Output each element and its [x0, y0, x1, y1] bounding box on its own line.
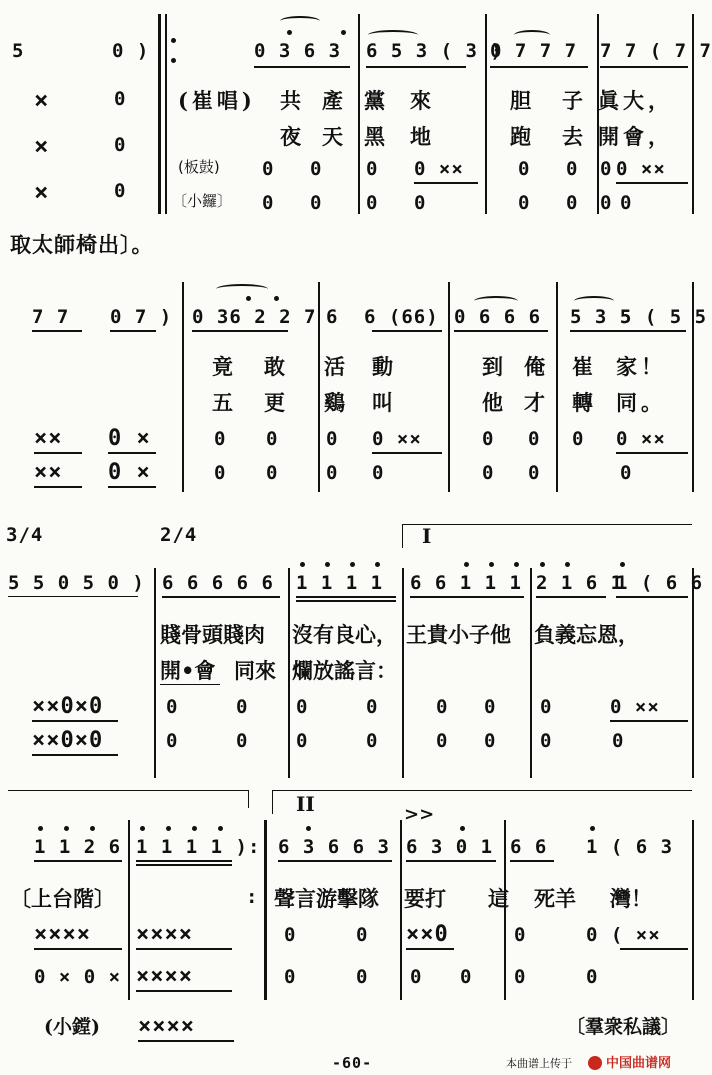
lyric: 夜 [280, 124, 305, 149]
perc-note: ×× [34, 460, 63, 485]
perc-note: 0 [514, 924, 527, 946]
perc-note: 0 [284, 924, 297, 946]
role-label: (崔唱) [178, 88, 256, 113]
perc-left: 0 [114, 88, 127, 110]
beam [32, 330, 82, 332]
melody-note: 1 ( 6 6 [616, 572, 704, 594]
beam [136, 990, 232, 992]
lyric: 他 [482, 390, 507, 415]
system3-barline [402, 568, 404, 778]
octave-dot [300, 562, 305, 567]
lyric: 俺 [524, 354, 549, 379]
melody-note: 5 5 0 5 0 ) [8, 572, 145, 594]
melody-note: 6 6 1 1 1 [410, 572, 522, 594]
section-mark: I [422, 524, 432, 548]
volta-bracket-edge [272, 790, 273, 814]
octave-dot [341, 30, 346, 35]
octave-dot [64, 826, 69, 831]
beam [536, 596, 606, 598]
octave-dot [514, 562, 519, 567]
perc-note: ×××× [138, 1014, 195, 1039]
lyric: 爛放謠言： [292, 658, 397, 683]
beam [8, 596, 138, 597]
octave-dot [218, 826, 223, 831]
beam [278, 860, 392, 862]
lyric: 產 [322, 88, 347, 113]
perc-note: ××0×0 [32, 694, 104, 719]
beam [616, 596, 688, 598]
beam [34, 452, 82, 454]
melody-note: 0 7 ) [110, 306, 173, 328]
perc-note: ×××× [136, 964, 193, 989]
lyric: 黨 [364, 88, 389, 113]
lyric: 死羊 [534, 886, 576, 911]
lyric: 鷄 [324, 390, 349, 415]
octave-dot [325, 562, 330, 567]
melody-note: 6 6 [510, 836, 548, 858]
perc-note: 0 [296, 730, 309, 752]
perc-note: 0 [414, 192, 427, 214]
perc-note: 0 [566, 192, 579, 214]
instrument-label: (板鼓) [178, 158, 220, 176]
lyric: 王貴小子他 [406, 622, 511, 647]
perc-note: 0 [266, 428, 279, 450]
perc-note: 0 [518, 158, 531, 180]
system1-barline [597, 14, 599, 214]
melody-note: 5 3 5 [570, 306, 633, 328]
lyric: 子 [562, 88, 587, 113]
perc-note: ××0×0 [32, 728, 104, 753]
perc-note: 0 [214, 462, 227, 484]
perc-note: 0 ×× [372, 428, 422, 450]
system4-barline [128, 820, 130, 1000]
perc-note: 0 [366, 158, 379, 180]
lyric: 叫 [372, 390, 397, 415]
beam [406, 860, 496, 862]
beam [616, 452, 688, 454]
octave-dot [350, 562, 355, 567]
system1-repeat-bar-thin [165, 14, 167, 214]
beam [296, 600, 396, 602]
melody-note: 5 ( 5 5 [620, 306, 708, 328]
perc-note: 0 [166, 696, 179, 718]
perc-left: 0 [114, 134, 127, 156]
perc-note: 0 [236, 696, 249, 718]
perc-note: 0 [366, 192, 379, 214]
perc-note: 0 [356, 924, 369, 946]
slur [474, 296, 518, 306]
beam [162, 596, 280, 598]
perc-note: 0 [262, 158, 275, 180]
slur [368, 30, 418, 40]
perc-note: 0 [586, 966, 599, 988]
system2-barline [182, 282, 184, 492]
lyric: 跑 [510, 124, 535, 149]
volta-bracket [272, 790, 692, 791]
volta-bracket-edge [402, 524, 403, 548]
watermark-logo-icon [588, 1056, 602, 1070]
octave-dot [192, 826, 197, 831]
perc-note: 0 [296, 696, 309, 718]
octave-dot [90, 826, 95, 831]
beam [620, 948, 688, 950]
beam [410, 596, 524, 598]
octave-dot [565, 562, 570, 567]
system1-repeat-bar-thick [158, 14, 161, 214]
melody-note: 6 3 0 1 [406, 836, 494, 858]
beam [34, 948, 122, 950]
instrument-label: 〔小鑼〕 [172, 192, 233, 210]
octave-dot [140, 826, 145, 831]
lyric: 竟 [212, 354, 237, 379]
slur [280, 16, 320, 26]
slur [216, 284, 268, 294]
lyric: 同。 [616, 390, 666, 415]
perc-note: 0 [620, 192, 633, 214]
octave-dot [460, 826, 465, 831]
page-number: -60- [332, 1054, 373, 1072]
perc-note: 0 [166, 730, 179, 752]
beam [138, 1040, 234, 1042]
perc-note: 0 [540, 696, 553, 718]
octave-dot [274, 296, 279, 301]
perc-note: 0 [266, 462, 279, 484]
watermark-text: 本曲谱上传于 [506, 1057, 572, 1070]
beam [372, 452, 442, 454]
beam [254, 66, 350, 68]
perc-note: 0 ×× [616, 428, 666, 450]
volta-bracket-edge [248, 790, 249, 808]
perc-note: 0 [572, 428, 585, 450]
melody-note: 0 7 7 7 [490, 40, 578, 62]
perc-note: 0 [600, 192, 613, 214]
octave-dot [489, 562, 494, 567]
lyric: 五 [212, 390, 237, 415]
perc-note: 0 [436, 730, 449, 752]
lyric: 活 [324, 354, 349, 379]
perc-note: 0 [356, 966, 369, 988]
melody-note: 1 1 1 1 ): [136, 836, 261, 858]
lyric: 眞大， [598, 88, 673, 113]
perc-left: × [34, 86, 50, 114]
perc-note: 0 [484, 696, 497, 718]
perc-note: 0 [482, 428, 495, 450]
melody-note: 5 [12, 40, 25, 62]
system2-barline [448, 282, 450, 492]
beam [570, 330, 686, 332]
system4-barline [400, 820, 402, 1000]
lyric: 沒有良心， [292, 622, 397, 647]
beam [372, 330, 442, 332]
perc-note: 0 [528, 462, 541, 484]
system2-barline [556, 282, 558, 492]
lyric: 這 [488, 886, 509, 911]
beam [366, 66, 466, 68]
beam [600, 66, 688, 68]
stage-direction: 取太師椅出〕。 [10, 232, 154, 257]
lyric: 天 [322, 124, 347, 149]
repeat-colon: : [246, 886, 259, 908]
time-signature: 3/4 [6, 524, 44, 546]
octave-dot [464, 562, 469, 567]
slur [514, 30, 550, 40]
perc-note: ×× [34, 426, 63, 451]
perc-note: 0 [262, 192, 275, 214]
lyric: 共 [280, 88, 305, 113]
perc-note: 0 [310, 192, 323, 214]
octave-dot [590, 826, 595, 831]
system3-barline [530, 568, 532, 778]
source-note: 〔羣衆私議〕 [566, 1016, 681, 1038]
lyric: 開•會 [160, 658, 216, 683]
beam [610, 720, 688, 722]
perc-note: 0 [612, 730, 625, 752]
lyric: 負義忘恩， [534, 622, 639, 647]
beam [34, 486, 82, 488]
beam [32, 754, 118, 756]
octave-dot [620, 562, 625, 567]
melody-note: 0 3 6 3 [254, 40, 342, 62]
octave-dot [287, 30, 292, 35]
melody-note: 6 (66) [364, 306, 439, 328]
perc-note: 0 × [108, 426, 151, 451]
perc-note: 0 [540, 730, 553, 752]
lyric: 更 [264, 390, 289, 415]
perc-note: 0 ×× [616, 158, 666, 180]
perc-note: 0 ×× [610, 696, 660, 718]
perc-note: 0 [436, 696, 449, 718]
perc-note: 0 [236, 730, 249, 752]
perc-note: 0 [600, 158, 613, 180]
beam [136, 864, 232, 866]
beam [296, 596, 396, 598]
melody-note: 0 ) [112, 40, 150, 62]
melody-note: 0 36 2 2 7 [192, 306, 317, 328]
octave-dot [166, 826, 171, 831]
melody-note: 6 3 6 6 3 [278, 836, 390, 858]
lyric: 動 [372, 354, 397, 379]
perc-note: 0 [326, 428, 339, 450]
system3-barline [154, 568, 156, 778]
time-signature: 2/4 [160, 524, 198, 546]
lyric: 賤骨頭賤肉 [160, 622, 265, 647]
melody-note: 1 ( 6 3 [586, 836, 674, 858]
perc-left: × [34, 132, 50, 160]
perc-note: 0 [366, 696, 379, 718]
slur [574, 296, 614, 306]
melody-note: 1 1 1 1 [296, 572, 384, 594]
perc-note: 0 [460, 966, 473, 988]
perc-note: 0 [566, 158, 579, 180]
section-mark: II [296, 792, 315, 816]
lyric: 聲言游擊隊 [274, 886, 379, 911]
beam [510, 860, 554, 862]
lyric: 灣！ [610, 886, 652, 911]
lyric: 到 [482, 354, 507, 379]
perc-note: 0 [284, 966, 297, 988]
underline [160, 684, 220, 685]
melody-note: 7 7 ( 7 7 [600, 40, 712, 62]
system2-barline [318, 282, 320, 492]
lyric: 家！ [616, 354, 666, 379]
system4-barline [692, 820, 694, 1000]
perc-note: 0 × [108, 460, 151, 485]
beam [108, 452, 156, 454]
melody-note: 1 1 2 6 [34, 836, 122, 858]
perc-note: 0 [372, 462, 385, 484]
perc-note: 0 [410, 966, 423, 988]
perc-note: 0 [620, 462, 633, 484]
octave-dot [540, 562, 545, 567]
lyric: 轉 [572, 390, 597, 415]
melody-note: 6 5 3 ( 3 ) [366, 40, 503, 62]
system3-barline [692, 568, 694, 778]
lyric: 同來 [234, 658, 276, 683]
lyric: 開會， [598, 124, 673, 149]
octave-dot [375, 562, 380, 567]
perc-note: 0 [514, 966, 527, 988]
beam [616, 182, 688, 184]
beam [490, 66, 588, 68]
octave-dot [306, 826, 311, 831]
stage-direction: 〔上台階〕 [10, 886, 115, 911]
beam [110, 330, 156, 332]
beam [136, 860, 232, 862]
lyric: 來 [410, 88, 435, 113]
melody-note: 6 [326, 306, 339, 328]
system4-repeat-bar [264, 820, 267, 1000]
octave-dot [246, 296, 251, 301]
melody-note: 6 6 6 6 6 [162, 572, 274, 594]
perc-note: 0 [528, 428, 541, 450]
perc-note: 0 [326, 462, 339, 484]
beam [108, 486, 156, 488]
beam [192, 330, 288, 332]
watermark-site: 中国曲谱网 [606, 1056, 672, 1071]
lyric: 敢 [264, 354, 289, 379]
instrument-label: (小鏜) [44, 1016, 100, 1038]
perc-note: ×××× [34, 922, 91, 947]
melody-note: 2 1 6 1 [536, 572, 624, 594]
melody-note: 0 6 6 6 [454, 306, 542, 328]
volta-bracket [402, 524, 692, 525]
perc-note: 0 [518, 192, 531, 214]
perc-note: 0 [482, 462, 495, 484]
perc-note: 0 [214, 428, 227, 450]
perc-note: 0 ×× [414, 158, 464, 180]
perc-note: ××0 [406, 922, 449, 947]
perc-note: 0 × 0 × [34, 966, 122, 988]
octave-dot [38, 826, 43, 831]
system1-barline [358, 14, 360, 214]
perc-note: ×××× [136, 922, 193, 947]
repeat-dot [171, 58, 176, 63]
beam [34, 860, 122, 862]
beam [32, 720, 118, 722]
accent-mark: >> [404, 804, 435, 825]
lyric: 才 [524, 390, 549, 415]
lyric: 去 [562, 124, 587, 149]
perc-note: 0 ( ×× [586, 924, 661, 946]
system3-barline [288, 568, 290, 778]
repeat-dot [171, 38, 176, 43]
perc-left: × [34, 178, 50, 206]
melody-note: 7 7 [32, 306, 70, 328]
lyric: 要打 [404, 886, 446, 911]
beam [454, 330, 548, 332]
lyric: 黑 [364, 124, 389, 149]
volta-bracket [8, 790, 248, 791]
beam [406, 948, 454, 950]
perc-note: 0 [310, 158, 323, 180]
perc-left: 0 [114, 180, 127, 202]
beam [136, 948, 232, 950]
lyric: 崔 [572, 354, 597, 379]
lyric: 胆 [510, 88, 535, 113]
perc-note: 0 [366, 730, 379, 752]
perc-note: 0 [484, 730, 497, 752]
lyric: 地 [410, 124, 435, 149]
beam [414, 182, 478, 184]
